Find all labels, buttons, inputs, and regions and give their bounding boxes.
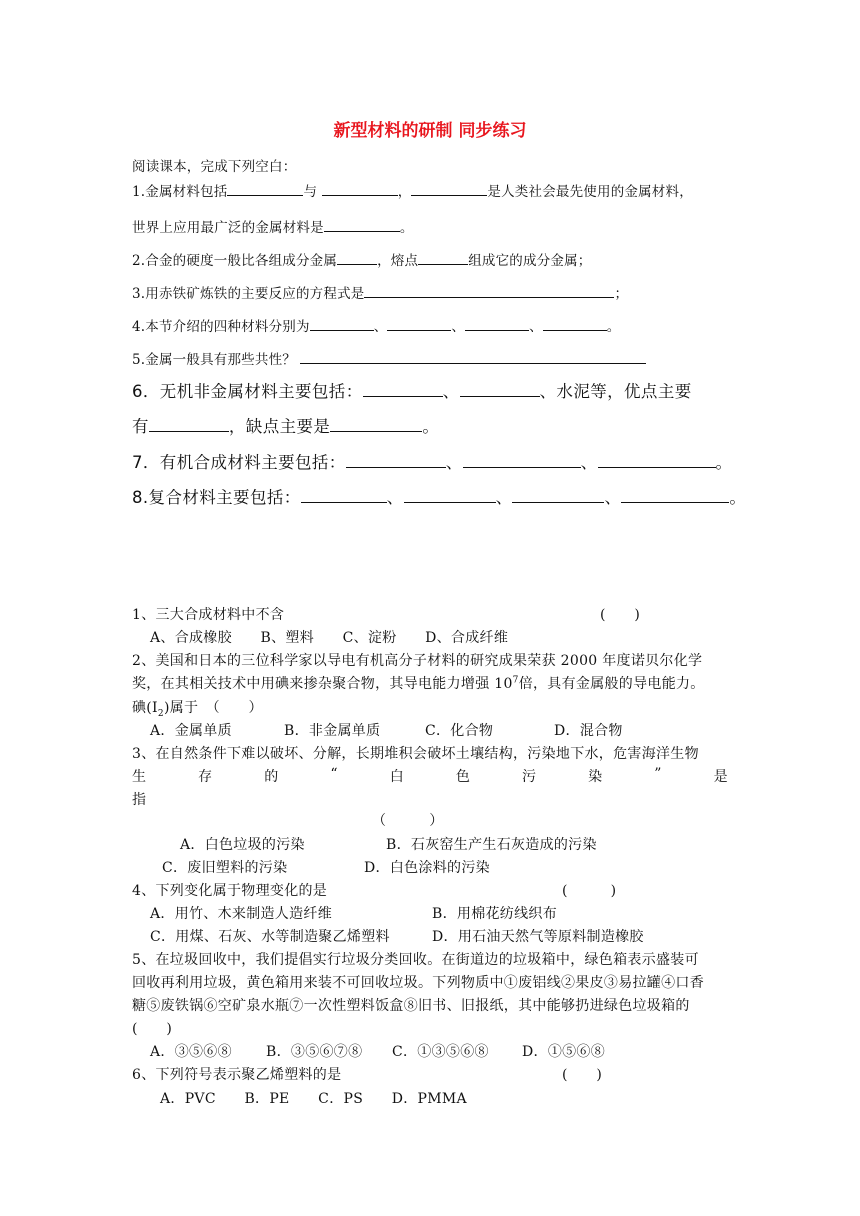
text: 。 (399, 220, 414, 236)
text: 。 (715, 453, 733, 472)
blank[interactable] (227, 181, 303, 196)
text: ，缺点主要是 (228, 417, 331, 436)
fill-line-6 (132, 348, 646, 368)
char: 染 (588, 769, 603, 785)
text: 7．有机合成材料主要包括： (132, 453, 346, 472)
text: 、 (442, 382, 460, 401)
blank[interactable] (512, 486, 604, 503)
q2-option-c[interactable]: C．化合物 (425, 723, 494, 739)
q1-options: A、合成橡胶 B、塑料 C、淀粉 D、合成纤维 (150, 630, 509, 646)
text: 与 (303, 184, 318, 200)
text: 。 (606, 319, 621, 335)
text: 5.金属一般具有那些共性？ (132, 352, 296, 368)
text: 碘(I (132, 700, 158, 716)
char: 是 (713, 769, 728, 785)
blank[interactable] (330, 415, 422, 432)
fill-line-1 (132, 180, 693, 200)
char: 白 (389, 769, 405, 785)
blank[interactable] (543, 316, 607, 331)
fill-line-4 (132, 282, 628, 302)
text: )属于 （ ） (163, 700, 263, 716)
blank[interactable] (460, 380, 540, 397)
char: ” (654, 766, 662, 782)
q5-line-2: 回收再利用垃圾，黄色箱用来装不可回收垃圾。下列物质中①废铝线②果皮③易拉罐④口香 (132, 975, 704, 991)
blank[interactable] (324, 217, 400, 232)
q3-option-a[interactable]: A．白色垃圾的污染 (180, 837, 305, 853)
text: 、 (451, 319, 466, 335)
fill-line-7 (132, 378, 692, 402)
blank[interactable] (387, 316, 451, 331)
text: 8.复合材料主要包括： (132, 488, 301, 507)
text: ，熔点 (377, 253, 419, 269)
text: 。 (422, 417, 440, 436)
text: 1.金属材料包括 (132, 184, 228, 200)
q4-option-c[interactable]: C．用煤、石灰、水等制造聚乙烯塑料 (150, 929, 390, 945)
text: 、水泥等，优点主要 (539, 382, 692, 401)
blank[interactable] (463, 451, 581, 468)
q4-answer-paren[interactable]: ( ) (562, 883, 617, 899)
text: 倍，具有金属般的导电能力。 (518, 676, 705, 692)
exponent: 7 (512, 675, 519, 686)
blank[interactable] (404, 486, 496, 503)
fill-line-9 (132, 449, 732, 473)
blank[interactable] (300, 349, 646, 364)
q4-option-a[interactable]: A．用竹、木来制造人造纤维 (150, 906, 333, 922)
q5-option-d[interactable]: D．①⑤⑥⑧ (522, 1044, 606, 1060)
q3-option-d[interactable]: D．白色涂料的污染 (364, 860, 490, 876)
text: 、 (373, 319, 388, 335)
char: 生 (132, 769, 147, 785)
blank[interactable] (149, 415, 229, 432)
q4-option-b[interactable]: B．用棉花纺线织布 (432, 906, 557, 922)
q6-stem: 6、下列符号表示聚乙烯塑料的是 (132, 1067, 342, 1083)
text: 、 (386, 488, 404, 507)
text: 、 (580, 453, 598, 472)
fill-line-10 (132, 484, 746, 508)
blank[interactable] (418, 250, 468, 265)
q1-answer-paren[interactable]: ( ) (600, 607, 641, 623)
text: 、 (529, 319, 543, 335)
blank[interactable] (337, 250, 377, 265)
blank[interactable] (364, 283, 614, 298)
q3-option-b[interactable]: B．石灰窑生产生石灰造成的污染 (386, 837, 597, 853)
q5-option-b[interactable]: B．③⑤⑥⑦⑧ (266, 1044, 363, 1060)
q5-option-a[interactable]: A．③⑤⑥⑧ (150, 1044, 232, 1060)
text: 。 (729, 488, 747, 507)
text: 、 (495, 488, 513, 507)
intro-text: 阅读课本，完成下列空白： (132, 159, 297, 175)
text: 奖，在其相关技术中用碘来掺杂聚合物，其导电能力增强 10 (132, 676, 513, 692)
blank[interactable] (598, 451, 716, 468)
blank[interactable] (346, 451, 446, 468)
q2-option-a[interactable]: A．金属单质 (150, 723, 232, 739)
text: ， (397, 184, 412, 200)
text: 3.用赤铁矿炼铁的主要反应的方程式是 (132, 286, 365, 302)
text: 、 (445, 453, 463, 472)
q4-stem: 4、下列变化属于物理变化的是 (132, 883, 328, 899)
char: 存 (198, 769, 213, 785)
text: 有 (132, 417, 149, 436)
q6-answer-paren[interactable]: ( ) (562, 1067, 603, 1083)
char: 色 (455, 769, 471, 785)
page-title: 新型材料的研制 同步练习 (333, 121, 527, 141)
q3-answer-paren[interactable]: （ ） (372, 813, 444, 829)
blank[interactable] (621, 486, 729, 503)
q1-stem: 1、三大合成材料中不含 (132, 607, 285, 623)
q5-line-1: 5、在垃圾回收中，我们提倡实行垃圾分类回收。在街道边的垃圾箱中，绿色箱表示盛装可 (132, 952, 699, 968)
q2-option-b[interactable]: B．非金属单质 (284, 723, 381, 739)
q5-option-c[interactable]: C．①③⑤⑥⑧ (392, 1044, 489, 1060)
fill-line-3 (132, 249, 592, 269)
char: 的 (264, 769, 279, 785)
q5-line-3: 糖⑤废铁锅⑥空矿泉水瓶⑦一次性塑料饭盒⑧旧书、旧报纸，其中能够扔进绿色垃圾箱的 (132, 998, 690, 1014)
subscript: 2 (157, 708, 164, 719)
text: 4.本节介绍的四种材料分别为 (132, 319, 310, 335)
text: 组成它的成分金属； (468, 253, 592, 269)
fill-line-8 (132, 413, 439, 437)
q3-line-2 (132, 766, 728, 786)
q2-line-3 (132, 697, 263, 717)
text: 世界上应用最广泛的金属材料是 (132, 220, 324, 236)
q5-answer-paren[interactable]: ( ) (132, 1021, 173, 1037)
blank[interactable] (363, 380, 443, 397)
text: 2.合金的硬度一般比各组成分金属 (132, 253, 338, 269)
text: 是人类社会最先使用的金属材料， (487, 184, 693, 200)
blank[interactable] (465, 316, 529, 331)
blank[interactable] (411, 181, 487, 196)
blank[interactable] (310, 316, 374, 331)
q4-option-d[interactable]: D．用石油天然气等原料制造橡胶 (432, 929, 644, 945)
q6-options: A．PVC B．PE C．PS D．PMMA (160, 1091, 467, 1107)
q2-option-d[interactable]: D．混合物 (554, 723, 623, 739)
text: 6．无机非金属材料主要包括： (132, 382, 363, 401)
q3-line-1: 3、在自然条件下难以破坏、分解，长期堆积会破坏土壤结构，污染地下水，危害海洋生物 (132, 746, 699, 762)
q2-line-2 (132, 673, 705, 693)
char: 污 (522, 769, 537, 785)
fill-line-5 (132, 315, 621, 335)
char: “ (330, 766, 338, 782)
q3-line-3: 指 (132, 792, 147, 808)
q2-line-1: 2、美国和日本的三位科学家以导电有机高分子材料的研究成果荣获 2000 年度诺贝尔化学 (132, 653, 703, 669)
fill-line-2 (132, 216, 414, 236)
blank[interactable] (322, 181, 398, 196)
blank[interactable] (301, 486, 387, 503)
text: ； (614, 286, 629, 302)
text: 、 (604, 488, 622, 507)
q3-option-c[interactable]: C．废旧塑料的污染 (162, 860, 288, 876)
